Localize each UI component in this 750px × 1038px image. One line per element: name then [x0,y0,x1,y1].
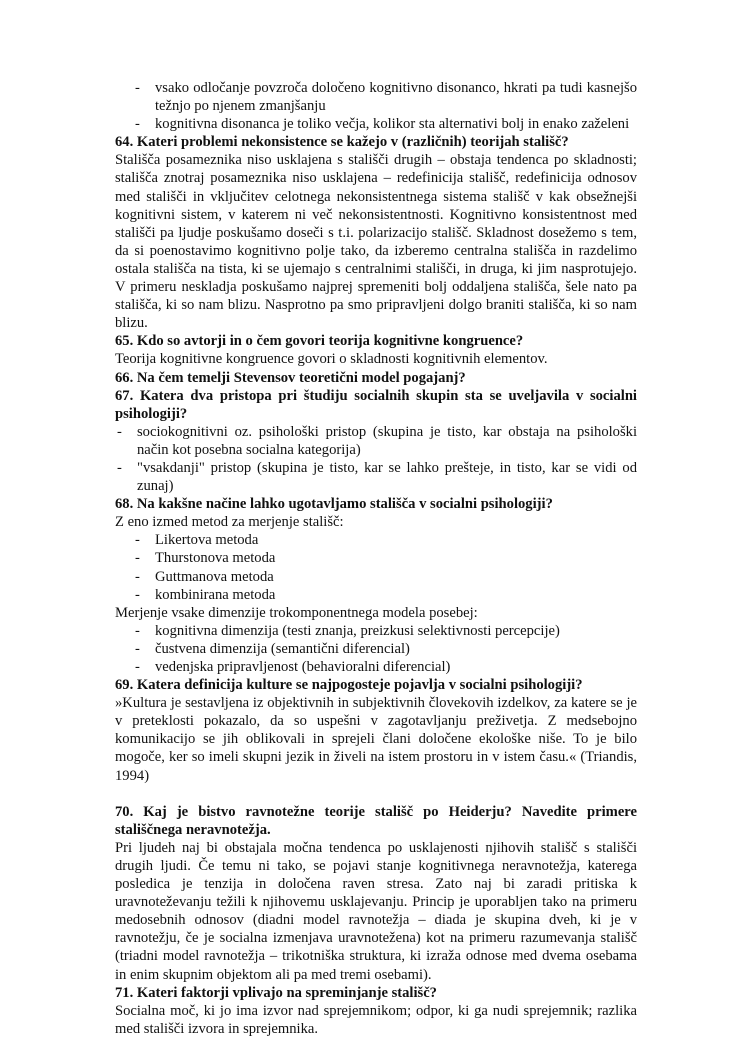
question-66-heading: 66. Na čem temelji Stevensov teoretični model pogajanj? [115,369,466,386]
dash-bullet-icon: - [135,116,140,133]
dash-bullet-icon: - [135,659,140,675]
list-item: - sociokognitivni oz. psihološki pristop (skupina je tisto, kar obstaja na psihološki način kot posebna socialna kategorija) [117,423,637,458]
dash-bullet-icon: - [135,532,140,549]
question-71-heading: 71. Kateri faktorji vplivajo na spreminjanje stališč? [115,984,437,1001]
list-item: - kognitivna dimenzija (testi znanja, preizkusi selektivnosti percepcije) [135,622,560,639]
list-item: - "vsakdanji" pristop (skupina je tisto, kar se lahko prešteje, in tisto, kar se vidi od zunaj) [117,459,637,495]
answer-71-paragraph: Socialna moč, ki jo ima izvor nad sprejemnikom; odpor, ki ga nudi sprejemnik; razlika med stališči izvora in sprejemnika. [115,1002,637,1037]
question-68-heading: 68. Na kakšne načine lahko ugotavljamo stališča v socialni psihologiji? [115,496,553,513]
question-67-heading: 67. Katera dva pristopa pri študiju socialnih skupin sta se uveljavila v socialni psihologiji? [115,387,637,422]
list-item: - vedenjska pripravljenost (behavioralni diferencial) [135,659,451,675]
dash-bullet-icon: - [135,622,140,639]
answer-70-paragraph: Pri ljudeh naj bi obstajala močna tendenca po usklajenosti njihovih stališč s stališči drugih ljudi. Če temu ni tako, se pojavi stanje kognitivnega neravnotežja, katerega posledica je tenzija in določena raven stresa. Zato naj bi zaradi pritiska k uravnoteževanju težili k njihovemu usklajevanju. Princip je uporabljen tako na primeru medosebnih odnosov (diadni model ravnotežja – diada je skupina dveh, ki je v ravnotežju, če je socialna izmenjava uravnotežena) kot na primeru razumevanja stališč (triadni model ravnotežja – trikotniška struktura, ki izraža odnose med dvema osebama in enim skupnim objektom ali pa med tremi osebami). [115,839,637,983]
list-item: - čustvena dimenzija (semantični diferencial) [135,640,410,657]
blank-line [115,785,637,803]
list-item: - Likertova metoda [135,532,259,549]
dash-bullet-icon: - [135,640,140,657]
question-70-heading: 70. Kaj je bistvo ravnotežne teorije stališč po Heiderju? Navedite primere stališčnega neravnotežja. [115,803,637,838]
dash-bullet-icon: - [117,423,122,440]
list-item: - vsako odločanje povzroča določeno kognitivno disonanco, hkrati pa tudi kasnejšo težnjo po njenem zmanjšanju [135,80,637,115]
intro-bullet-list [115,79,637,133]
answer-69-paragraph: »Kultura je sestavljena iz objektivnih in subjektivnih človekovih izdelkov, za katere se je v preteklosti pokazalo, da so uspešni v zagotavljanju preživetja. Z medsebojno komunikacijo se jih oblikovali in sprejeli člani določene ekološke niše. To je bilo mogoče, ker so imeli skupni jezik in živeli na istem prostoru in v istem času.« (Triandis, 1994) [115,695,637,784]
answer-64-paragraph: Stališča posameznika niso usklajena s stališči drugih – obstaja tendenca po skladnosti; stališča znotraj posameznika niso usklajena – redefinicija stališč, redefinicija odnosov med stališči in vključitev celotnega nekonsistentnega sistema stališč v kak obsežnejši kognitivni sistem, v katerem ni več nekonsistentnosti. Kognitivno konsistentnost med stališči pa ljudje poskušamo doseči s t.i. polarizacijo stališč. Skladnost dosežemo s tem, da si poenostavimo kognitivno polje tako, da izberemo centralna stališča in razdelimo ostala stališča na tista, ki se ujemajo s centralnimi stališči, in druga, ki jim nasprotujejo. V primeru neskladja poskušamo najprej spremeniti bolj oddaljena stališča, šele nato pa stališča, ki so nam blizu. Nasprotno pa smo pripravljeni dolgo braniti stališča, ki so nam blizu. [115,152,637,332]
document-page [115,79,637,1038]
dimensions-list [115,622,637,676]
question-69-heading: 69. Katera definicija kulture se najpogosteje pojavlja v socialni psihologiji? [115,677,583,694]
answer-67-bullet-list [115,423,637,495]
dash-bullet-icon: - [117,459,122,476]
list-item: - kognitivna disonanca je toliko večja, kolikor sta alternativi bolj in enako zaželeni [135,116,630,133]
methods-list [115,531,637,603]
answer-68-intro-dimensions: Merjenje vsake dimenzije trokomponentnega modela posebej: [115,604,478,621]
dash-bullet-icon: - [135,550,140,567]
dash-bullet-icon: - [135,80,140,96]
question-65-heading: 65. Kdo so avtorji in o čem govori teorija kognitivne kongruence? [115,333,524,350]
answer-65-paragraph: Teorija kognitivne kongruence govori o skladnosti kognitivnih elementov. [115,351,548,368]
dash-bullet-icon: - [135,586,140,603]
list-item: - Guttmanova metoda [135,568,274,585]
question-64-heading: 64. Kateri problemi nekonsistence se kažejo v (različnih) teorijah stališč? [115,134,569,151]
list-item: - Thurstonova metoda [135,550,276,567]
answer-68-intro-methods: Z eno izmed metod za merjenje stališč: [115,514,344,531]
list-item: - kombinirana metoda [135,586,276,603]
dash-bullet-icon: - [135,568,140,585]
